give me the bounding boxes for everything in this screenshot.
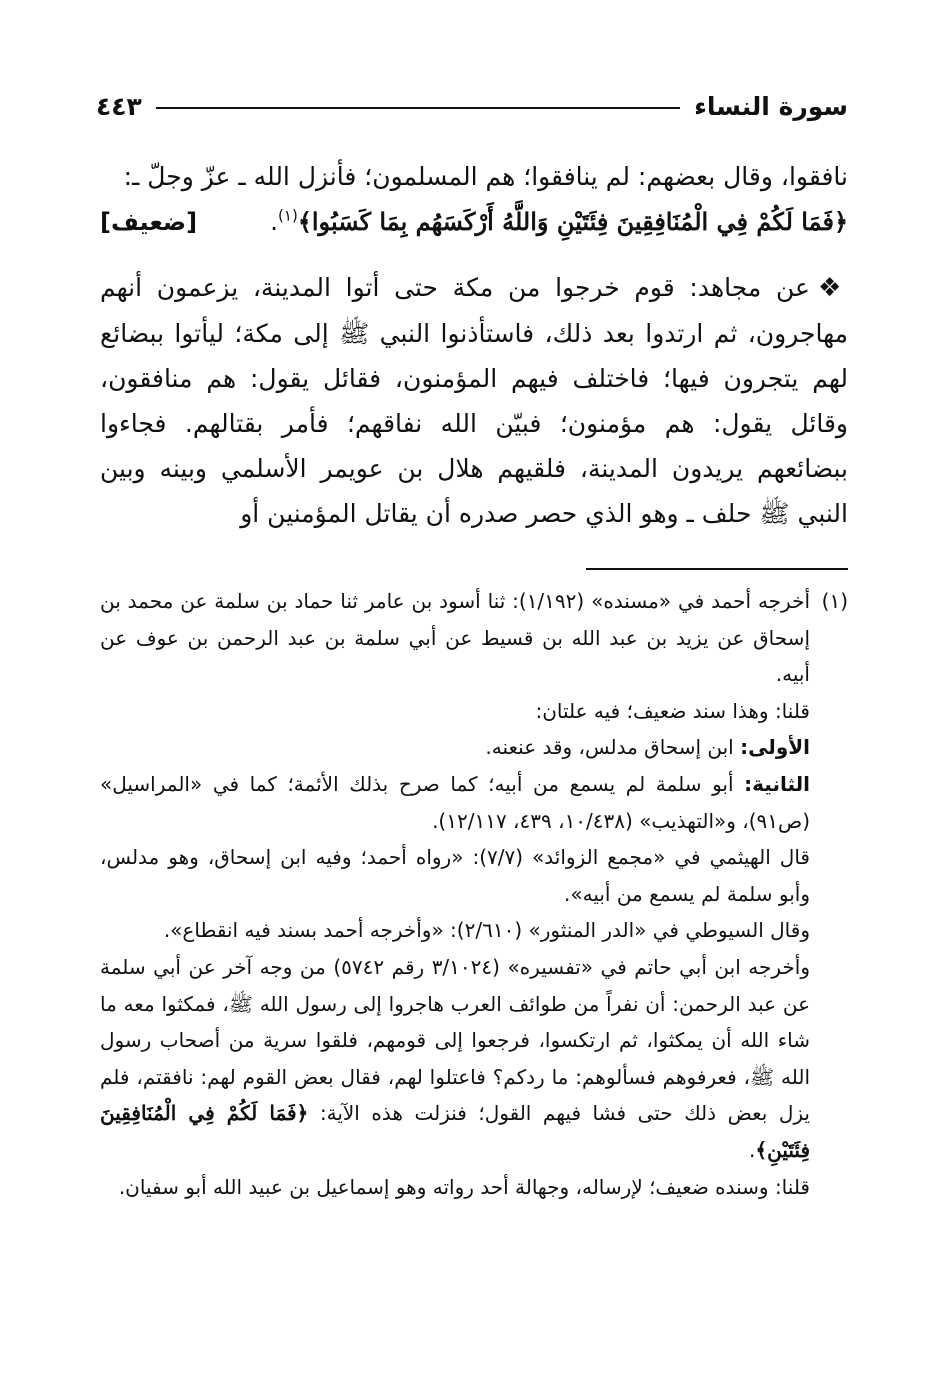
- second-reason-label: الثانية:: [744, 771, 810, 796]
- verse-end: .: [270, 207, 279, 236]
- surah-title: سورة النساء: [694, 91, 848, 121]
- header-rule: [156, 107, 680, 109]
- footnote-separator: [586, 568, 848, 570]
- footnote-quran-verse: ﴿فَمَا لَكُمْ فِي الْمُنَافِقِينَ فِئَتَيْنِ﴾: [100, 1101, 810, 1162]
- main-line-1: نافقوا، وقال بعضهم: لم ينافقوا؛ هم المسلمون؛ فأنزل الله ـ عزّ وجلّ ـ:: [123, 162, 848, 191]
- footnote-para-7-end: .: [749, 1137, 756, 1162]
- footnote-para-3: [100, 729, 810, 766]
- running-header: [96, 84, 848, 128]
- first-reason-text: ابن إسحاق مدلس، وقد عنعنه.: [485, 735, 741, 760]
- footnote-para-5: قال الهيثمي في «مجمع الزوائد» (٧/٧): «رواه أحمد؛ وفيه ابن إسحاق، وهو مدلس، وأبو سلمة لم يسمع من أبيه».: [100, 845, 810, 906]
- footnote-para-4: [100, 766, 810, 839]
- narration-text: عن مجاهد: قوم خرجوا من مكة حتى أتوا المدينة، يزعمون أنهم مهاجرون، ثم ارتدوا بعد ذلك، فاستأذنوا النبي ﷺ إلى مكة؛ ليأتوا ببضائع لهم يتجرون فيها؛ فاختلف فيهم المؤمنون، فقائل يقول: هم منافقون، وقائل يقول: هم مؤمنون؛ فبيّن الله نفاقهم؛ فأمر بقتالهم. فجاءوا ببضائعهم يريدون المدينة، فلقيهم هلال بن عويمر الأسلمي وبينه وبين النبي ﷺ حلف ـ وهو الذي حصر صدره أن يقاتل المؤمنين أو: [100, 273, 848, 528]
- footnote-para-1: أخرجه أحمد في «مسنده» (١/١٩٢): ثنا أسود بن عامر ثنا حماد بن سلمة عن محمد بن إسحاق عن يزيد بن عبد الله بن قسيط عن أبي سلمة بن عبد الرحمن بن عوف عن أبيه.: [100, 589, 810, 687]
- footnotes: [100, 583, 848, 1205]
- quran-verse-wrapper: [270, 199, 848, 244]
- footnote-para-8: قلنا: وسنده ضعيف؛ لإرساله، وجهالة أحد رواته وهو إسماعيل بن عبيد الله أبو سفيان.: [118, 1174, 810, 1199]
- bullet-icon: ❖: [817, 273, 848, 303]
- verse-line: [100, 199, 848, 245]
- grade-label: [ضعيف]: [100, 208, 198, 236]
- footnote-number: (١): [821, 589, 848, 613]
- first-reason-label: الأولى:: [740, 735, 810, 760]
- footnote-para-2: قلنا: وهذا سند ضعيف؛ فيه علتان:: [535, 698, 810, 723]
- footnote-body: [100, 583, 810, 1205]
- quran-verse: ﴿فَمَا لَكُمْ فِي الْمُنَافِقِينَ فِئَتَيْنِ وَاللَّهُ أَرْكَسَهُم بِمَا كَسَبُوا﴾: [297, 207, 848, 236]
- page-number: ٤٤٣: [96, 91, 142, 121]
- footnote-para-7: [100, 949, 810, 1169]
- footnote-para-7-text: وأخرجه ابن أبي حاتم في «تفسيره» (٣/١٠٢٤ رقم ٥٧٤٢) من وجه آخر عن أبي سلمة عن عبد الرحمن: أن نفراً من طوائف العرب هاجروا إلى رسول الله ﷺ، فمكثوا معه ما شاء الله أن يمكثوا، ثم ارتكسوا، فرجعوا إلى قومهم، فلقوا سرية من أصحاب رسول الله ﷺ، فعرفوهم فسألوهم: ما ردكم؟ فاعتلوا لهم، فقال بعض القوم لهم: نافقتم، فلم يزل بعض ذلك حتى فشا فيهم القول؛ فنزلت هذه الآية:: [100, 954, 810, 1126]
- second-reason-text: أبو سلمة لم يسمع من أبيه؛ كما صرح بذلك الأئمة؛ كما في «المراسيل» (ص٩١)، و«التهذيب» (١٠/٤٣٨، ٤٣٩، ١٢/١١٧).: [100, 771, 810, 833]
- footnote-ref: (١): [278, 206, 298, 225]
- main-text: [100, 154, 848, 536]
- narration-paragraph: [100, 265, 848, 536]
- footnote-para-6: وقال السيوطي في «الدر المنثور» (٢/٦١٠): «وأخرجه أحمد بسند فيه انقطاع».: [163, 918, 810, 943]
- footnote-1: [100, 583, 848, 1205]
